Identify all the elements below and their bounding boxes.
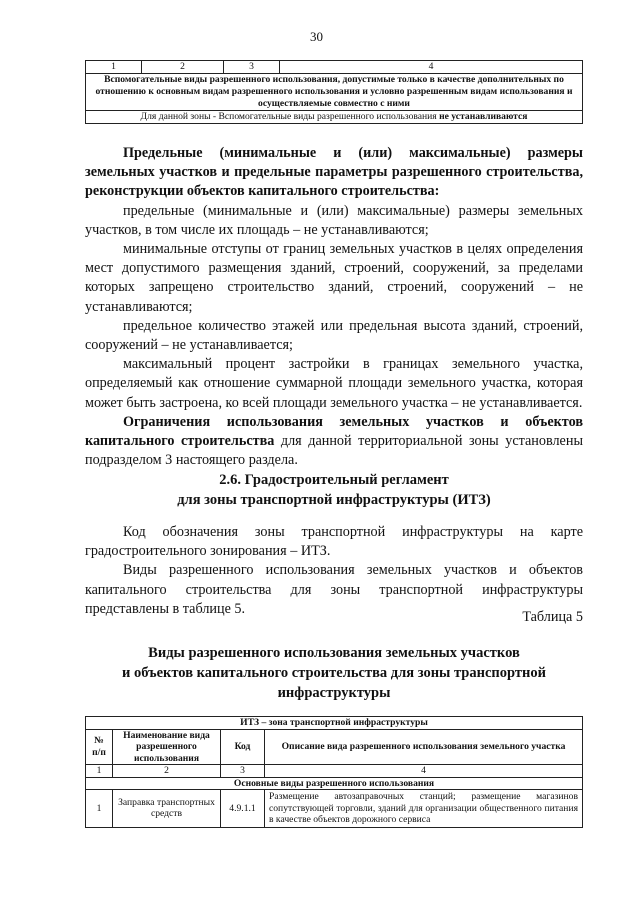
col-number-cell: 1 [86,61,142,74]
page-number: 30 [310,29,323,44]
table-title [85,643,583,703]
aux-types-value-bold: не устанавливаются [439,111,528,122]
col-number-cell: 4 [265,765,583,778]
use-name: Заправка транспортных средств [113,790,221,828]
section-title-line: для зоны транспортной инфраструктуры (ИТЗ) [177,492,491,508]
header-cell: Код [221,729,265,765]
aux-types-header-row [86,74,583,111]
use-code: 4.9.1.1 [221,790,265,828]
main-types-header: Основные виды разрешенного использования [86,777,583,790]
table-title-line: Виды разрешенного использования земельных участков [148,645,520,661]
table-title-line: инфраструктуры [277,685,391,701]
paragraph: максимальный процент застройки в границах земельного участка, определяемый как отношение суммарной площади земельного участка, которая может быть застроена, ко всей площади земельного участка – не устанавливается. [85,356,583,411]
column-number-row [86,765,583,778]
col-number-cell: 2 [113,765,221,778]
paragraph: предельные (минимальные и (или) максимальные) размеры земельных участков, в том числе их площадь – не устанавливаются; [85,202,583,238]
aux-types-value-row [86,111,583,124]
paragraph: Код обозначения зоны транспортной инфраструктуры на карте градостроительного зонирования – ИТЗ. [85,524,583,560]
table-title-line: и объектов капитального строительства для зоны транспортной [122,665,546,681]
paragraph: предельное количество этажей или предельная высота зданий, строений, сооружений – не устанавливается; [85,317,583,354]
paragraph: минимальные отступы от границ земельных участков в целях определения мест допустимого размещения зданий, строений, сооружений, за пределами которых запрещено строительство зданий, строений, сооружений – не устанавливаются; [85,241,583,315]
header-cell: Наименование вида разрешенного использования [113,729,221,765]
use-description: Размещение автозаправочных станций; размещение магазинов сопутствующей торговли, зданий для организации общественного питания в качестве объектов дорожного сервиса [265,790,583,828]
col-number-cell: 3 [221,765,265,778]
paragraph [85,413,583,471]
col-number-cell: 2 [142,61,224,74]
col-number-cell: 3 [224,61,280,74]
section-intro [85,523,583,619]
col-number-cell: 4 [280,61,583,74]
aux-types-value-text: Для данной зоны - Вспомогательные виды разрешенного использования [140,111,440,122]
main-types-row [86,777,583,790]
aux-types-value [86,111,583,124]
restrictions-bold: Ограничения использования земельных участков и объектов капитального строительства [85,413,583,450]
section-title-line: 2.6. Градостроительный регламент [219,472,449,488]
table-header-row [86,729,583,765]
table-row [86,790,583,828]
header-cell: Описание вида разрешенного использования земельного участка [265,729,583,765]
aux-types-header: Вспомогательные виды разрешенного использования, допустимые только в качестве дополнительных по отношению к основным видам разрешенного использования и условно разрешенным видам использования и осуществляемые совместно с ними [86,74,583,111]
header-cell: № п/п [86,729,113,765]
paragraph: Виды разрешенного использования земельных участков и объектов капитального строительства для зоны транспортной инфраструктуры представлены в таблице 5. [85,562,583,617]
land-use-table [85,716,583,828]
column-number-row [86,61,583,74]
section-title [85,470,583,510]
zone-header: ИТЗ – зона транспортной инфраструктуры [86,717,583,730]
zone-header-row [86,717,583,730]
section-limits [85,144,583,470]
limits-heading: Предельные (минимальные и (или) максимальные) размеры земельных участков и предельные параметры разрешенного строительства, реконструкции объектов капитального строительства: [85,145,583,200]
col-number-cell: 1 [86,765,113,778]
restrictions-text: для данной территориальной зоны установлены подразделом 3 настоящего раздела. [85,433,583,469]
row-number: 1 [86,790,113,828]
continued-table [85,60,583,124]
table-caption: Таблица 5 [522,609,583,625]
